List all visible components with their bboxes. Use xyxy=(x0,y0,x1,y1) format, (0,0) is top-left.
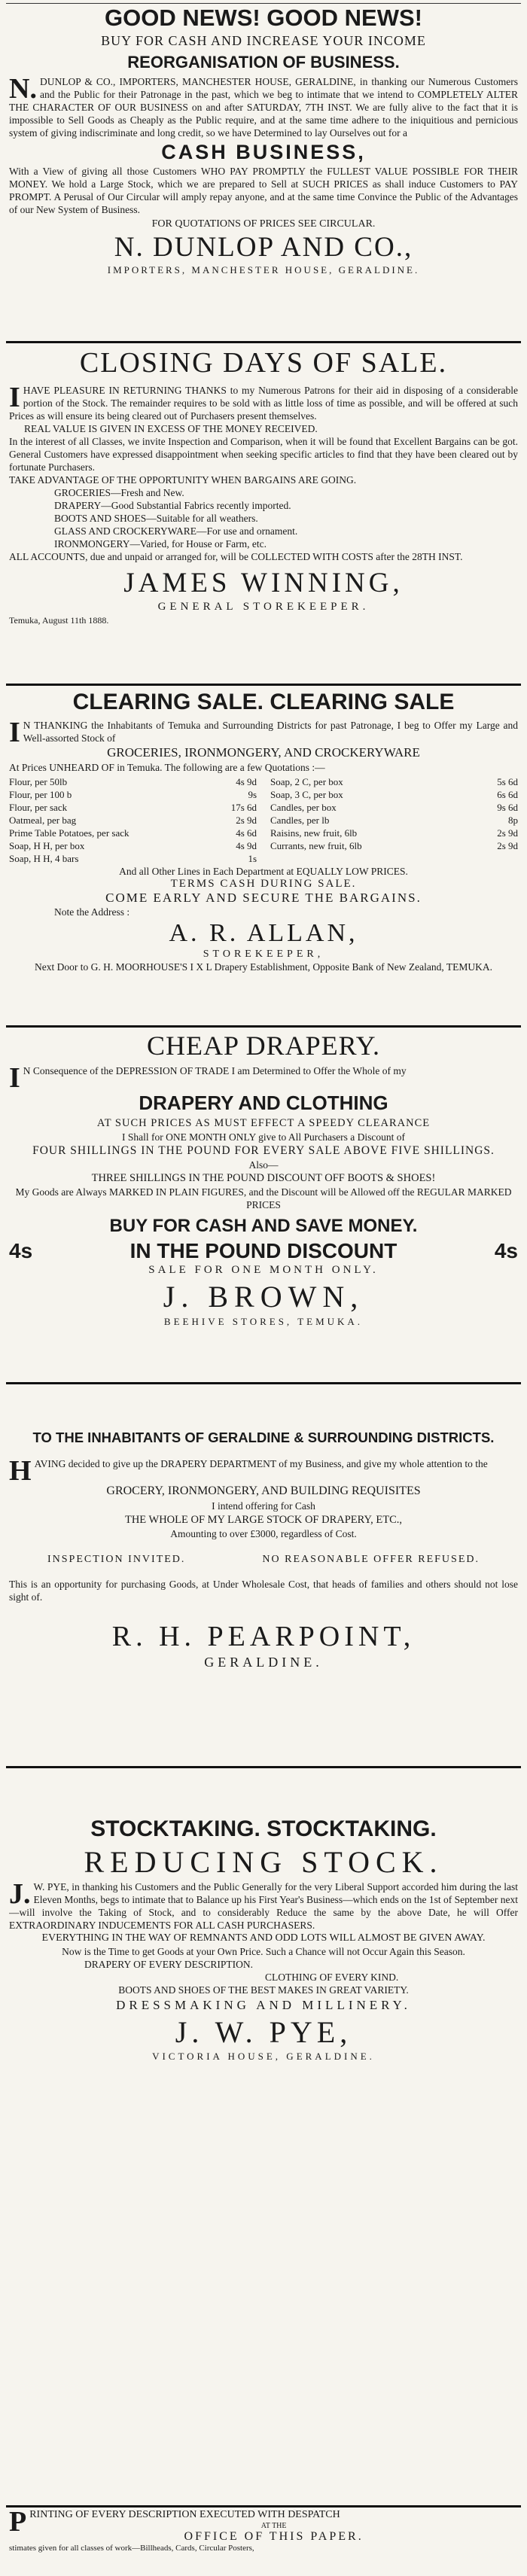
pye-remnants: EVERYTHING IN THE WAY OF REMNANTS AND ODD LOTS WILL ALMOST BE GIVEN AWAY. xyxy=(41,1932,486,1944)
allan-stock: GROCERIES, IRONMONGERY, AND CROCKERYWARE xyxy=(107,745,420,760)
brown-body: N Consequence of the DEPRESSION OF TRADE I am Determined to Offer the Whole of my xyxy=(23,1065,407,1076)
pearpoint-offering: I intend offering for Cash xyxy=(212,1500,315,1512)
divider xyxy=(6,341,521,343)
price-value: 1s xyxy=(248,853,257,864)
pye-body: W. PYE, in thanking his Customers and the Public Generally for the very Liberal Support accorded him during the last Eleven Months, begs to intimate that to Balance up his First Year's Business—which ends on the 1st of September next—will involve the Taking of Stock, and to considerably Reduce the same by the above Date, he will Offer EXTRAORDINARY INDUCEMENTS FOR ALL CASH PURCHASERS. xyxy=(9,1881,518,1931)
brown-prices: AT SUCH PRICES AS MUST EFFECT A SPEEDY CLEARANCE xyxy=(96,1117,431,1129)
allan-initial: I xyxy=(9,717,20,748)
allan-role: STOREKEEPER, xyxy=(203,948,324,960)
price-value: 4s 6d xyxy=(236,827,257,839)
price-value: 6s 6d xyxy=(497,789,518,800)
pye-address: VICTORIA HOUSE, GERALDINE. xyxy=(152,2051,375,2062)
dunlop-address: IMPORTERS, MANCHESTER HOUSE, GERALDINE. xyxy=(107,264,420,276)
price-item: Raisins, new fruit, 6lb xyxy=(270,827,358,839)
dunlop-ad xyxy=(9,5,518,340)
pearpoint-title: TO THE INHABITANTS OF GERALDINE & SURROUNDING DISTRICTS. xyxy=(32,1430,495,1445)
allan-note: Note the Address : xyxy=(54,906,130,918)
winning-name: JAMES WINNING, xyxy=(123,568,404,598)
divider xyxy=(6,684,521,686)
dunlop-title: GOOD NEWS! GOOD NEWS! xyxy=(105,5,422,31)
pye-now: Now is the Time to get Goods at your Own Price. Such a Chance will not Occur Again this Season. xyxy=(62,1946,465,1957)
winning-item: GROCERIES—Fresh and New. xyxy=(54,487,184,498)
pye-title: STOCKTAKING. STOCKTAKING. xyxy=(90,1816,437,1841)
divider xyxy=(6,1025,521,1028)
pye-boots: BOOTS AND SHOES OF THE BEST MAKES IN GREAT VARIETY. xyxy=(118,1984,409,1996)
pye-name: J. W. PYE, xyxy=(175,2015,352,2049)
brown-month: I Shall for ONE MONTH ONLY give to All Purchasers a Discount of xyxy=(121,1131,406,1143)
price-value: 5s 6d xyxy=(497,776,518,787)
pearpoint-ad xyxy=(9,1385,518,1763)
brown-ad xyxy=(9,1028,518,1378)
pearpoint-name: R. H. PEARPOINT, xyxy=(111,1621,416,1652)
brown-discount-right: 4s xyxy=(494,1239,518,1262)
price-value: 9s 6d xyxy=(497,802,518,813)
allan-ad xyxy=(9,687,518,1022)
price-value: 2s 9d xyxy=(497,840,518,851)
price-item: Currants, new fruit, 6lb xyxy=(270,840,362,851)
price-item: Prime Table Potatoes, per sack xyxy=(9,827,129,839)
allan-others: And all Other Lines in Each Department at EQUALLY LOW PRICES. xyxy=(119,866,408,877)
printing-ad xyxy=(9,2508,518,2574)
price-item: Soap, 3 C, per box xyxy=(270,789,343,800)
pearpoint-heading: GROCERY, IRONMONGERY, AND BUILDING REQUISITES xyxy=(106,1484,421,1497)
pearpoint-offer: NO REASONABLE OFFER REFUSED. xyxy=(262,1554,480,1565)
pearpoint-whole: THE WHOLE OF MY LARGE STOCK OF DRAPERY, ETC., xyxy=(124,1514,403,1526)
brown-discount-row xyxy=(9,1238,518,1264)
winning-item: DRAPERY—Good Substantial Fabrics recently imported. xyxy=(54,500,291,511)
winning-item: IRONMONGERY—Varied, for House or Farm, etc. xyxy=(54,538,267,550)
dunlop-body-2: With a View of giving all those Customers WHO PAY PROMPTLY the FULLEST VALUE POSSIBLE FOR THEIR MONEY. We hold a Large Stock, which we are prepared to Sell at SUCH PRICES as shall induce Customers to PAY PROMPT. A Perusal of Our Circular will amply repay anyone, and at the same time Convince the Public of the Advantages of our New System of Business. xyxy=(9,166,518,215)
brown-four: FOUR SHILLINGS IN THE POUND FOR EVERY SALE ABOVE FIVE SHILLINGS. xyxy=(32,1144,495,1157)
winning-value: REAL VALUE IS GIVEN IN EXCESS OF THE MONEY RECEIVED. xyxy=(24,423,318,434)
price-value: 4s 9d xyxy=(236,840,257,851)
brown-discount: IN THE POUND DISCOUNT xyxy=(129,1239,398,1262)
winning-accounts: ALL ACCOUNTS, due and unpaid or arranged for, will be COLLECTED WITH COSTS after the 28TH INST. xyxy=(9,551,463,562)
brown-marked: My Goods are Always MARKED IN PLAIN FIGURES, and the Discount will be Allowed off the REGULAR MARKED PRICES xyxy=(15,1186,512,1210)
allan-body: N THANKING the Inhabitants of Temuka and Surrounding Districts for past Patronage, I beg to Offer my Large and Well-assorted Stock of xyxy=(23,720,518,744)
brown-name: J. BROWN, xyxy=(163,1280,364,1314)
brown-title: CHEAP DRAPERY. xyxy=(146,1031,381,1061)
allan-prices-right xyxy=(270,775,518,865)
winning-advantage: TAKE ADVANTAGE OF THE OPPORTUNITY WHEN BARGAINS ARE GOING. xyxy=(9,474,357,486)
dunlop-subtitle: BUY FOR CASH AND INCREASE YOUR INCOME xyxy=(101,33,426,48)
price-value: 2s 9d xyxy=(497,827,518,839)
price-item: Flour, per 100 b xyxy=(9,789,72,800)
price-value: 2s 9d xyxy=(236,815,257,826)
brown-three: THREE SHILLINGS IN THE POUND DISCOUNT OFF BOOTS & SHOES! xyxy=(91,1172,436,1184)
winning-item: BOOTS AND SHOES—Suitable for all weathers. xyxy=(54,513,258,524)
price-value: 4s 9d xyxy=(236,776,257,787)
winning-date: Temuka, August 11th 1888. xyxy=(9,615,109,626)
brown-address: BEEHIVE STORES, TEMUKA. xyxy=(163,1316,364,1327)
allan-come: COME EARLY AND SECURE THE BARGAINS. xyxy=(105,891,422,905)
pearpoint-offer-row xyxy=(9,1554,518,1566)
pearpoint-body: AVING decided to give up the DRAPERY DEPARTMENT of my Business, and give my whole attention to the xyxy=(34,1458,488,1469)
pye-dress: DRESSMAKING AND MILLINERY. xyxy=(116,1998,411,2012)
dunlop-heading: REORGANISATION OF BUSINESS. xyxy=(127,53,400,72)
allan-terms: TERMS CASH DURING SALE. xyxy=(170,878,357,890)
brown-also: Also— xyxy=(248,1159,279,1171)
winning-body: HAVE PLEASURE IN RETURNING THANKS to my Numerous Patrons for their aid in disposing of a considerable portion of the Stock. The remainder requires to be sold with as little loss of time as possible, and will be offered at such Prices as will ensure its being cleared out of Purchasers present themselves. xyxy=(9,385,518,422)
pye-drapery: DRAPERY OF EVERY DESCRIPTION. xyxy=(84,1959,254,1970)
pearpoint-town: GERALDINE. xyxy=(204,1655,323,1670)
winning-role: GENERAL STOREKEEPER. xyxy=(157,601,370,613)
winning-body-2: In the interest of all Classes, we invite Inspection and Comparison, when it will be found that Excellent Bargains can be got. General Customers have expressed disappointment when seeking specific articles to find that they have been cleared out by fortunate Purchasers. xyxy=(9,436,518,473)
allan-prices-left xyxy=(9,775,257,865)
top-rule xyxy=(6,3,521,4)
winning-ad xyxy=(9,345,518,680)
price-item: Candles, per lb xyxy=(270,815,330,826)
printing-line3: OFFICE OF THIS PAPER. xyxy=(184,2530,364,2543)
brown-discount-left: 4s xyxy=(9,1239,33,1262)
price-item: Soap, H H, per box xyxy=(9,840,85,851)
divider xyxy=(6,1382,521,1384)
pye-clothing: CLOTHING OF EVERY KIND. xyxy=(265,1972,399,1983)
pye-ad xyxy=(9,1769,518,2123)
price-item: Flour, per sack xyxy=(9,802,68,813)
pye-initial: J. xyxy=(9,1878,31,1910)
price-value: 17s 6d xyxy=(230,802,257,813)
pearpoint-amount: Amounting to over £3000, regardless of Cost. xyxy=(170,1528,357,1539)
printing-line4: stimates given for all classes of work—Billheads, Cards, Circular Posters, xyxy=(9,2544,254,2553)
pearpoint-initial: H xyxy=(9,1455,32,1487)
allan-intro: At Prices UNHEARD OF in Temuka. The following are a few Quotations :— xyxy=(9,762,325,773)
printing-initial: P xyxy=(9,2508,27,2538)
winning-title: CLOSING DAYS OF SALE. xyxy=(79,347,448,379)
pye-heading: REDUCING STOCK. xyxy=(84,1845,443,1879)
brown-heading: DRAPERY AND CLOTHING xyxy=(139,1092,388,1114)
price-item: Soap, 2 C, per box xyxy=(270,776,343,787)
brown-buy: BUY FOR CASH AND SAVE MONEY. xyxy=(109,1216,418,1236)
divider xyxy=(6,2505,521,2507)
divider xyxy=(6,1766,521,1768)
allan-address: Next Door to G. H. MOORHOUSE'S I X L Drapery Establishment, Opposite Bank of New Zealand, TEMUKA. xyxy=(35,961,492,973)
dunlop-body: DUNLOP & CO., IMPORTERS, MANCHESTER HOUSE, GERALDINE, in thanking our Numerous Customers and the Public for their Patronage in the past, which we beg to intimate that we intend to COMPLETELY ALTER THE CHARACTER OF OUR BUSINESS on and after SATURDAY, 7TH INST. We are fully alive to the fact that it is impossible to Sell Goods as Cheaply as the Public require, and at the same time adhere to the iniquitious and pernicious system of giving indiscriminate and long credit, so we have Determined to lay Ourselves out for a xyxy=(9,76,518,139)
dunlop-quotations: FOR QUOTATIONS OF PRICES SEE CIRCULAR. xyxy=(151,218,376,230)
price-value: 9s xyxy=(248,789,257,800)
price-item: Candles, per box xyxy=(270,802,337,813)
pearpoint-inspection: INSPECTION INVITED. xyxy=(47,1554,186,1565)
printing-line2: AT THE xyxy=(260,2522,287,2530)
allan-name: A. R. ALLAN, xyxy=(169,919,358,947)
price-item: Flour, per 50lb xyxy=(9,776,68,787)
winning-initial: I xyxy=(9,382,20,413)
price-item: Soap, H H, 4 bars xyxy=(9,853,79,864)
brown-initial: I xyxy=(9,1062,20,1094)
dunlop-cash: CASH BUSINESS, xyxy=(161,141,366,163)
dunlop-initial: N. xyxy=(9,73,37,105)
winning-item: GLASS AND CROCKERYWARE—For use and ornament. xyxy=(54,525,298,537)
brown-sale: SALE FOR ONE MONTH ONLY. xyxy=(148,1264,379,1276)
dunlop-firm: N. DUNLOP AND CO., xyxy=(114,232,413,263)
allan-title: CLEARING SALE. CLEARING SALE xyxy=(72,690,455,714)
printing-line1: RINTING OF EVERY DESCRIPTION EXECUTED WITH DESPATCH xyxy=(29,2509,340,2520)
price-value: 8p xyxy=(508,815,518,826)
price-item: Oatmeal, per bag xyxy=(9,815,77,826)
pearpoint-opportunity: This is an opportunity for purchasing Goods, at Under Wholesale Cost, that heads of families and others should not lose sight of. xyxy=(9,1579,518,1603)
